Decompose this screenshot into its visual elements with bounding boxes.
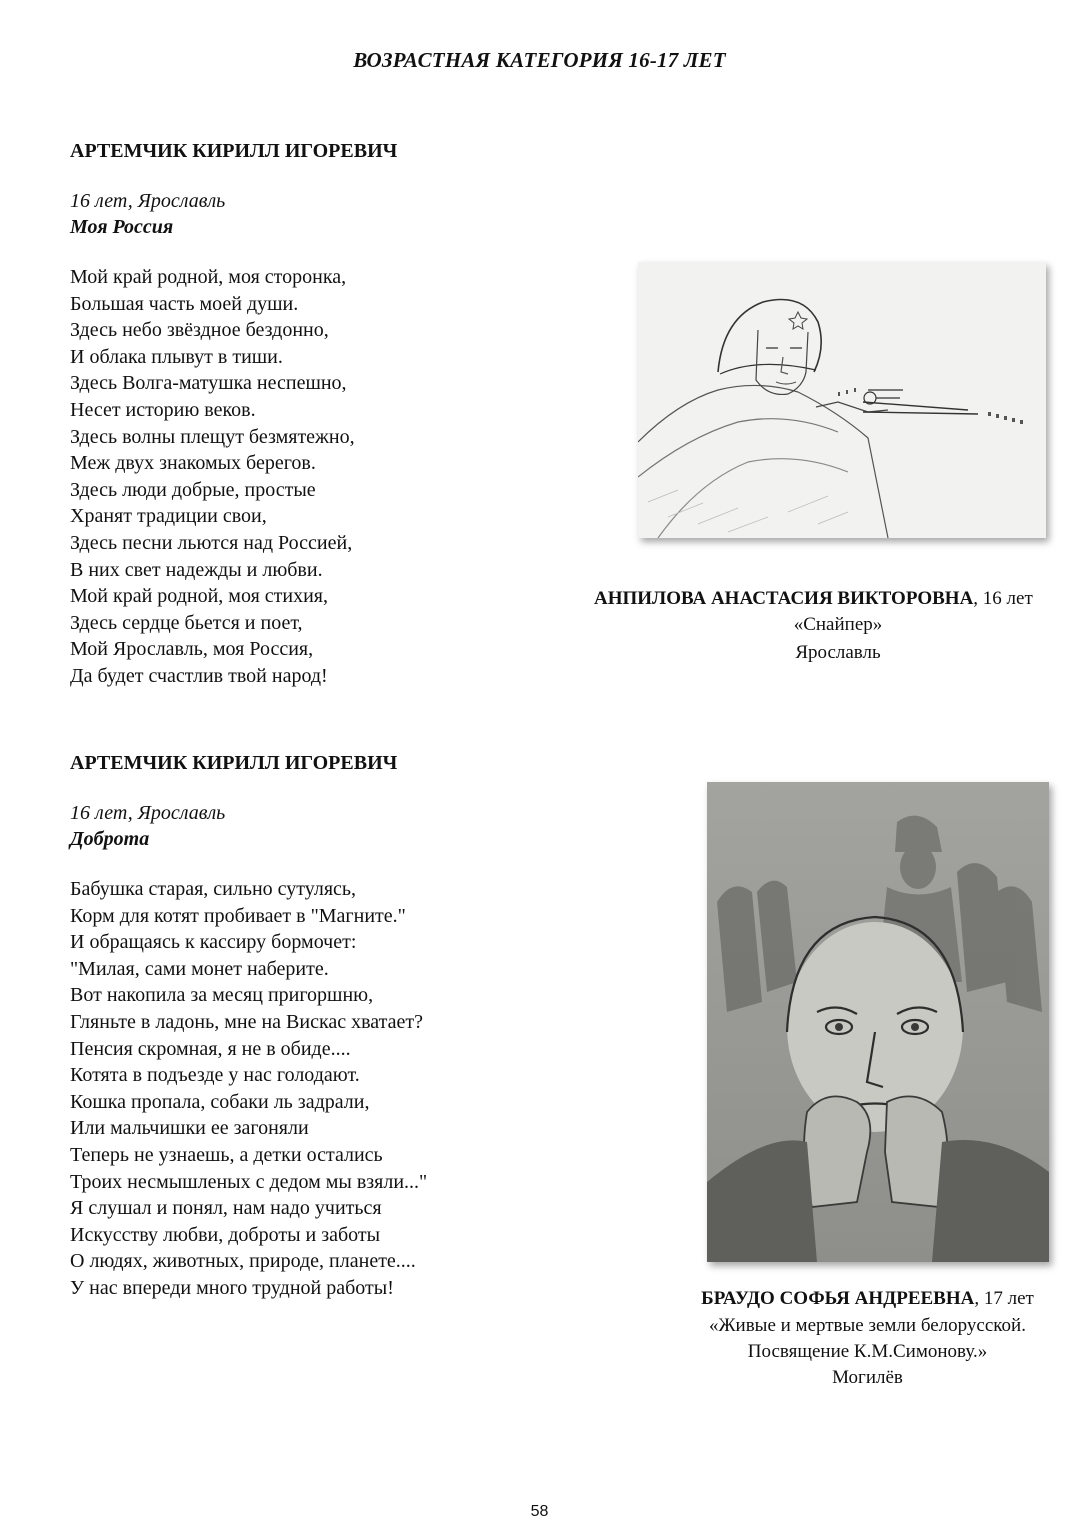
poem-line: Мой край родной, моя сторонка,: [70, 266, 347, 288]
artwork-caption: [594, 586, 1079, 612]
poem-line: Котята в подъезде у нас голодают.: [70, 1064, 360, 1087]
artist-age: , 17 лет: [974, 1288, 1034, 1309]
artwork-caption: [640, 1286, 1079, 1312]
portrait-sketch-image: [707, 782, 1049, 1262]
artist-name: БРАУДО СОФЬЯ АНДРЕЕВНА: [701, 1288, 975, 1309]
poem-line: Искусству любви, доброты и заботы: [70, 1223, 381, 1246]
poem-line: Здесь волны плещут безмятежно,: [70, 425, 355, 448]
poem-line: Здесь люди добрые, простые: [70, 478, 316, 501]
poem-line: Большая часть моей души.: [70, 292, 299, 315]
poem-title: Моя Россия: [70, 216, 174, 238]
sniper-sketch-image: [638, 262, 1046, 538]
poem-line: Пенсия скромная, я не в обиде....: [70, 1037, 351, 1060]
poem-line: Здесь небо звёздное бездонно,: [70, 319, 329, 342]
entry-meta: [70, 188, 225, 240]
artwork-place: Ярославль: [795, 642, 881, 663]
poem-line: Теперь не узнаешь, а детки остались: [70, 1143, 383, 1166]
poem-line: В них свет надежды и любви.: [70, 558, 323, 581]
author-name: АРТЕМЧИК КИРИЛЛ ИГОРЕВИЧ: [70, 752, 398, 774]
poem-title: Доброта: [70, 828, 150, 850]
category-heading: ВОЗРАСТНАЯ КАТЕГОРИЯ 16-17 ЛЕТ: [353, 48, 726, 72]
poem-line: Или мальчишки ее загоняли: [70, 1117, 309, 1140]
artwork-title-line1: «Живые и мертвые земли белорусской.: [709, 1315, 1026, 1336]
poem-line: Мой Ярославль, моя Россия,: [70, 638, 314, 661]
poem-line: Здесь сердце бьется и поет,: [70, 611, 303, 634]
page-number: 58: [530, 1503, 549, 1520]
artwork-title: «Снайпер»: [793, 614, 883, 635]
poem: [70, 264, 355, 690]
poem-line: Гляньте в ладонь, мне на Вискас хватает?: [70, 1010, 424, 1033]
poem-line: Несет историю веков.: [70, 398, 256, 421]
poem-line: Меж двух знакомых берегов.: [70, 452, 316, 475]
poem-line: О людях, животных, природе, планете....: [70, 1250, 416, 1273]
entry-meta: [70, 800, 225, 852]
poem-line: Да будет счастлив твой народ!: [70, 664, 328, 687]
poem-line: И обращаясь к кассиру бормочет:: [70, 931, 357, 954]
poem-line: Бабушка старая, сильно сутулясь,: [70, 878, 357, 900]
poem-line: Здесь Волга-матушка неспешно,: [70, 372, 347, 395]
poem-line: Я слушал и понял, нам надо учиться: [70, 1197, 382, 1220]
artist-age: , 16 лет: [973, 588, 1033, 609]
age-city: 16 лет, Ярославль: [70, 190, 226, 212]
sniper-drawing: [638, 262, 1046, 538]
age-city: 16 лет, Ярославль: [70, 802, 226, 824]
poem-line: Хранят традиции свои,: [70, 505, 267, 528]
poem-line: Мой край родной, моя стихия,: [70, 585, 328, 608]
artist-name: АНПИЛОВА АНАСТАСИЯ ВИКТОРОВНА: [594, 588, 974, 609]
poem-line: Корм для котят пробивает в "Магните.": [70, 904, 406, 927]
poem-line: У нас впереди много трудной работы!: [70, 1276, 394, 1299]
poem-line: И облака плывут в тиши.: [70, 345, 283, 368]
artwork-place: Могилёв: [832, 1367, 903, 1388]
artwork-title-line2: Посвящение К.М.Симонову.»: [747, 1341, 988, 1362]
poem-line: "Милая, сами монет наберите.: [70, 957, 329, 980]
poem-line: Вот накопила за месяц пригоршню,: [70, 984, 374, 1007]
poem-line: Здесь песни льются над Россией,: [70, 531, 353, 554]
poem-line: Троих несмышленых с дедом мы взяли...": [70, 1170, 428, 1193]
poem-line: Кошка пропала, собаки ль задрали,: [70, 1090, 370, 1113]
poem: [70, 876, 427, 1302]
author-name: АРТЕМЧИК КИРИЛЛ ИГОРЕВИЧ: [70, 140, 398, 162]
portrait-drawing: [707, 782, 1049, 1262]
